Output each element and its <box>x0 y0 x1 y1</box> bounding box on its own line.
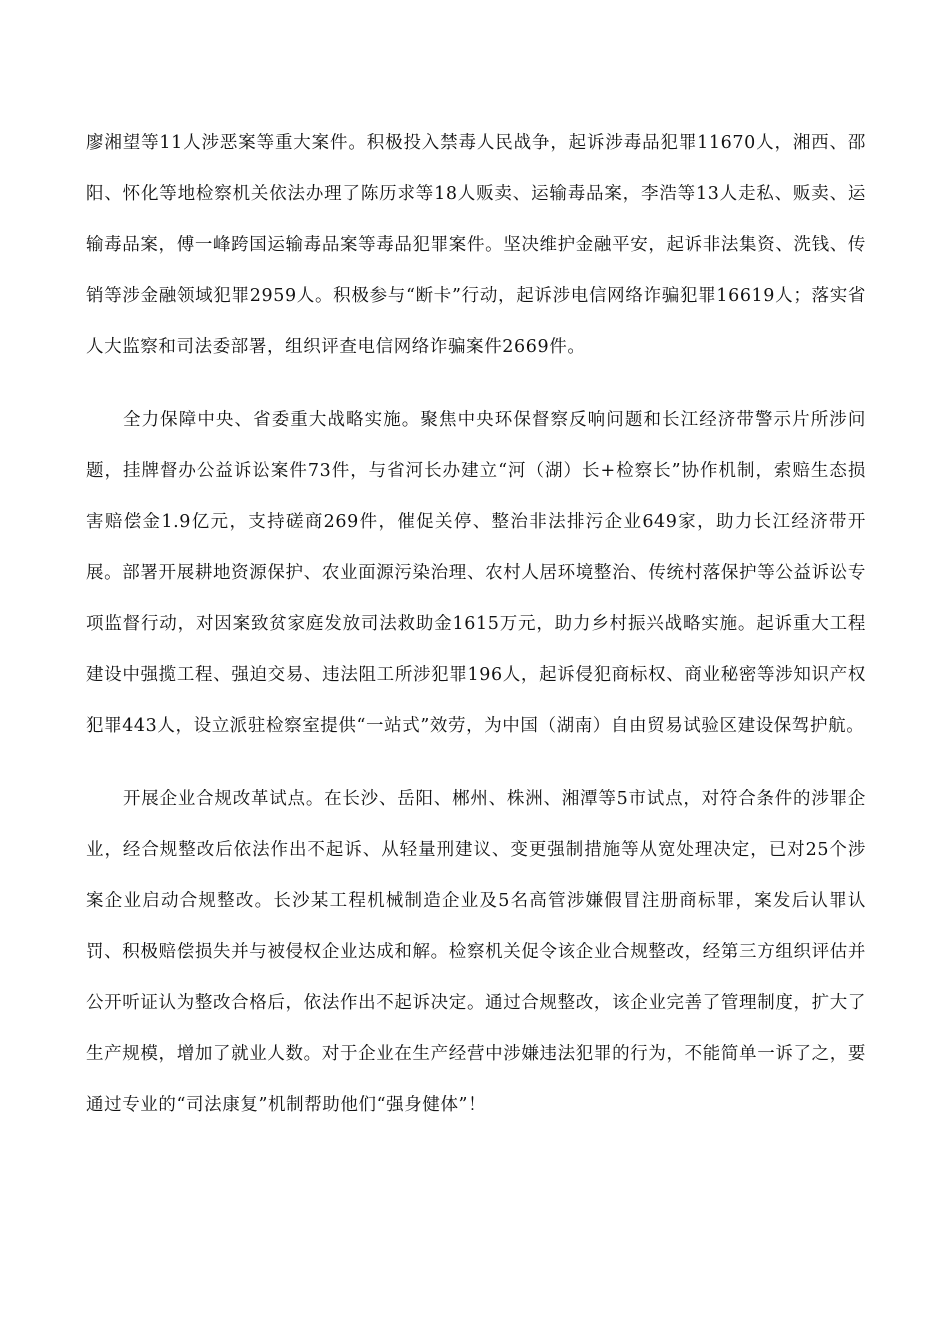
document-body <box>86 118 866 1131</box>
paragraph-strategy-support: 全力保障中央、省委重大战略实施。聚焦中央环保督察反响问题和长江经济带警示片所涉问题，挂牌督办公益诉讼案件73件，与省河长办建立“河（湖）长+检察长”协作机制，索赔生态损害赔偿金1.9亿元，支持磋商269件，催促关停、整治非法排污企业649家，助力长江经济带开展。部署开展耕地资源保护、农业面源污染治理、农村人居环境整治、传统村落保护等公益诉讼专项监督行动，对因案致贫家庭发放司法救助金1615万元，助力乡村振兴战略实施。起诉重大工程建设中强揽工程、强迫交易、违法阻工所涉犯罪196人，起诉侵犯商标权、商业秘密等涉知识产权犯罪443人，设立派驻检察室提供“一站式”效劳，为中国（湖南）自由贸易试验区建设保驾护航。 <box>86 410 866 736</box>
paragraph-continued-cases: 廖湘望等11人涉恶案等重大案件。积极投入禁毒人民战争，起诉涉毒品犯罪11670人，湘西、邵阳、怀化等地检察机关依法办理了陈历求等18人贩卖、运输毒品案，李浩等13人走私、贩卖、运输毒品案，傅一峰跨国运输毒品案等毒品犯罪案件。坚决维护金融平安，起诉非法集资、洗钱、传销等涉金融领域犯罪2959人。积极参与“断卡”行动，起诉涉电信网络诈骗犯罪16619人；落实省人大监察和司法委部署，组织评查电信网络诈骗案件2669件。 <box>86 133 866 357</box>
paragraph-enterprise-compliance: 开展企业合规改革试点。在长沙、岳阳、郴州、株洲、湘潭等5市试点，对符合条件的涉罪企业，经合规整改后依法作出不起诉、从轻量刑建议、变更强制措施等从宽处理决定，已对25个涉案企业启动合规整改。长沙某工程机械制造企业及5名高管涉嫌假冒注册商标罪，案发后认罪认罚、积极赔偿损失并与被侵权企业达成和解。检察机关促令该企业合规整改，经第三方组织评估并公开听证认为整改合格后，依法作出不起诉决定。通过合规整改，该企业完善了管理制度，扩大了生产规模，增加了就业人数。对于企业在生产经营中涉嫌违法犯罪的行为，不能简单一诉了之，要通过专业的“司法康复”机制帮助他们“强身健体”！ <box>86 789 866 1115</box>
